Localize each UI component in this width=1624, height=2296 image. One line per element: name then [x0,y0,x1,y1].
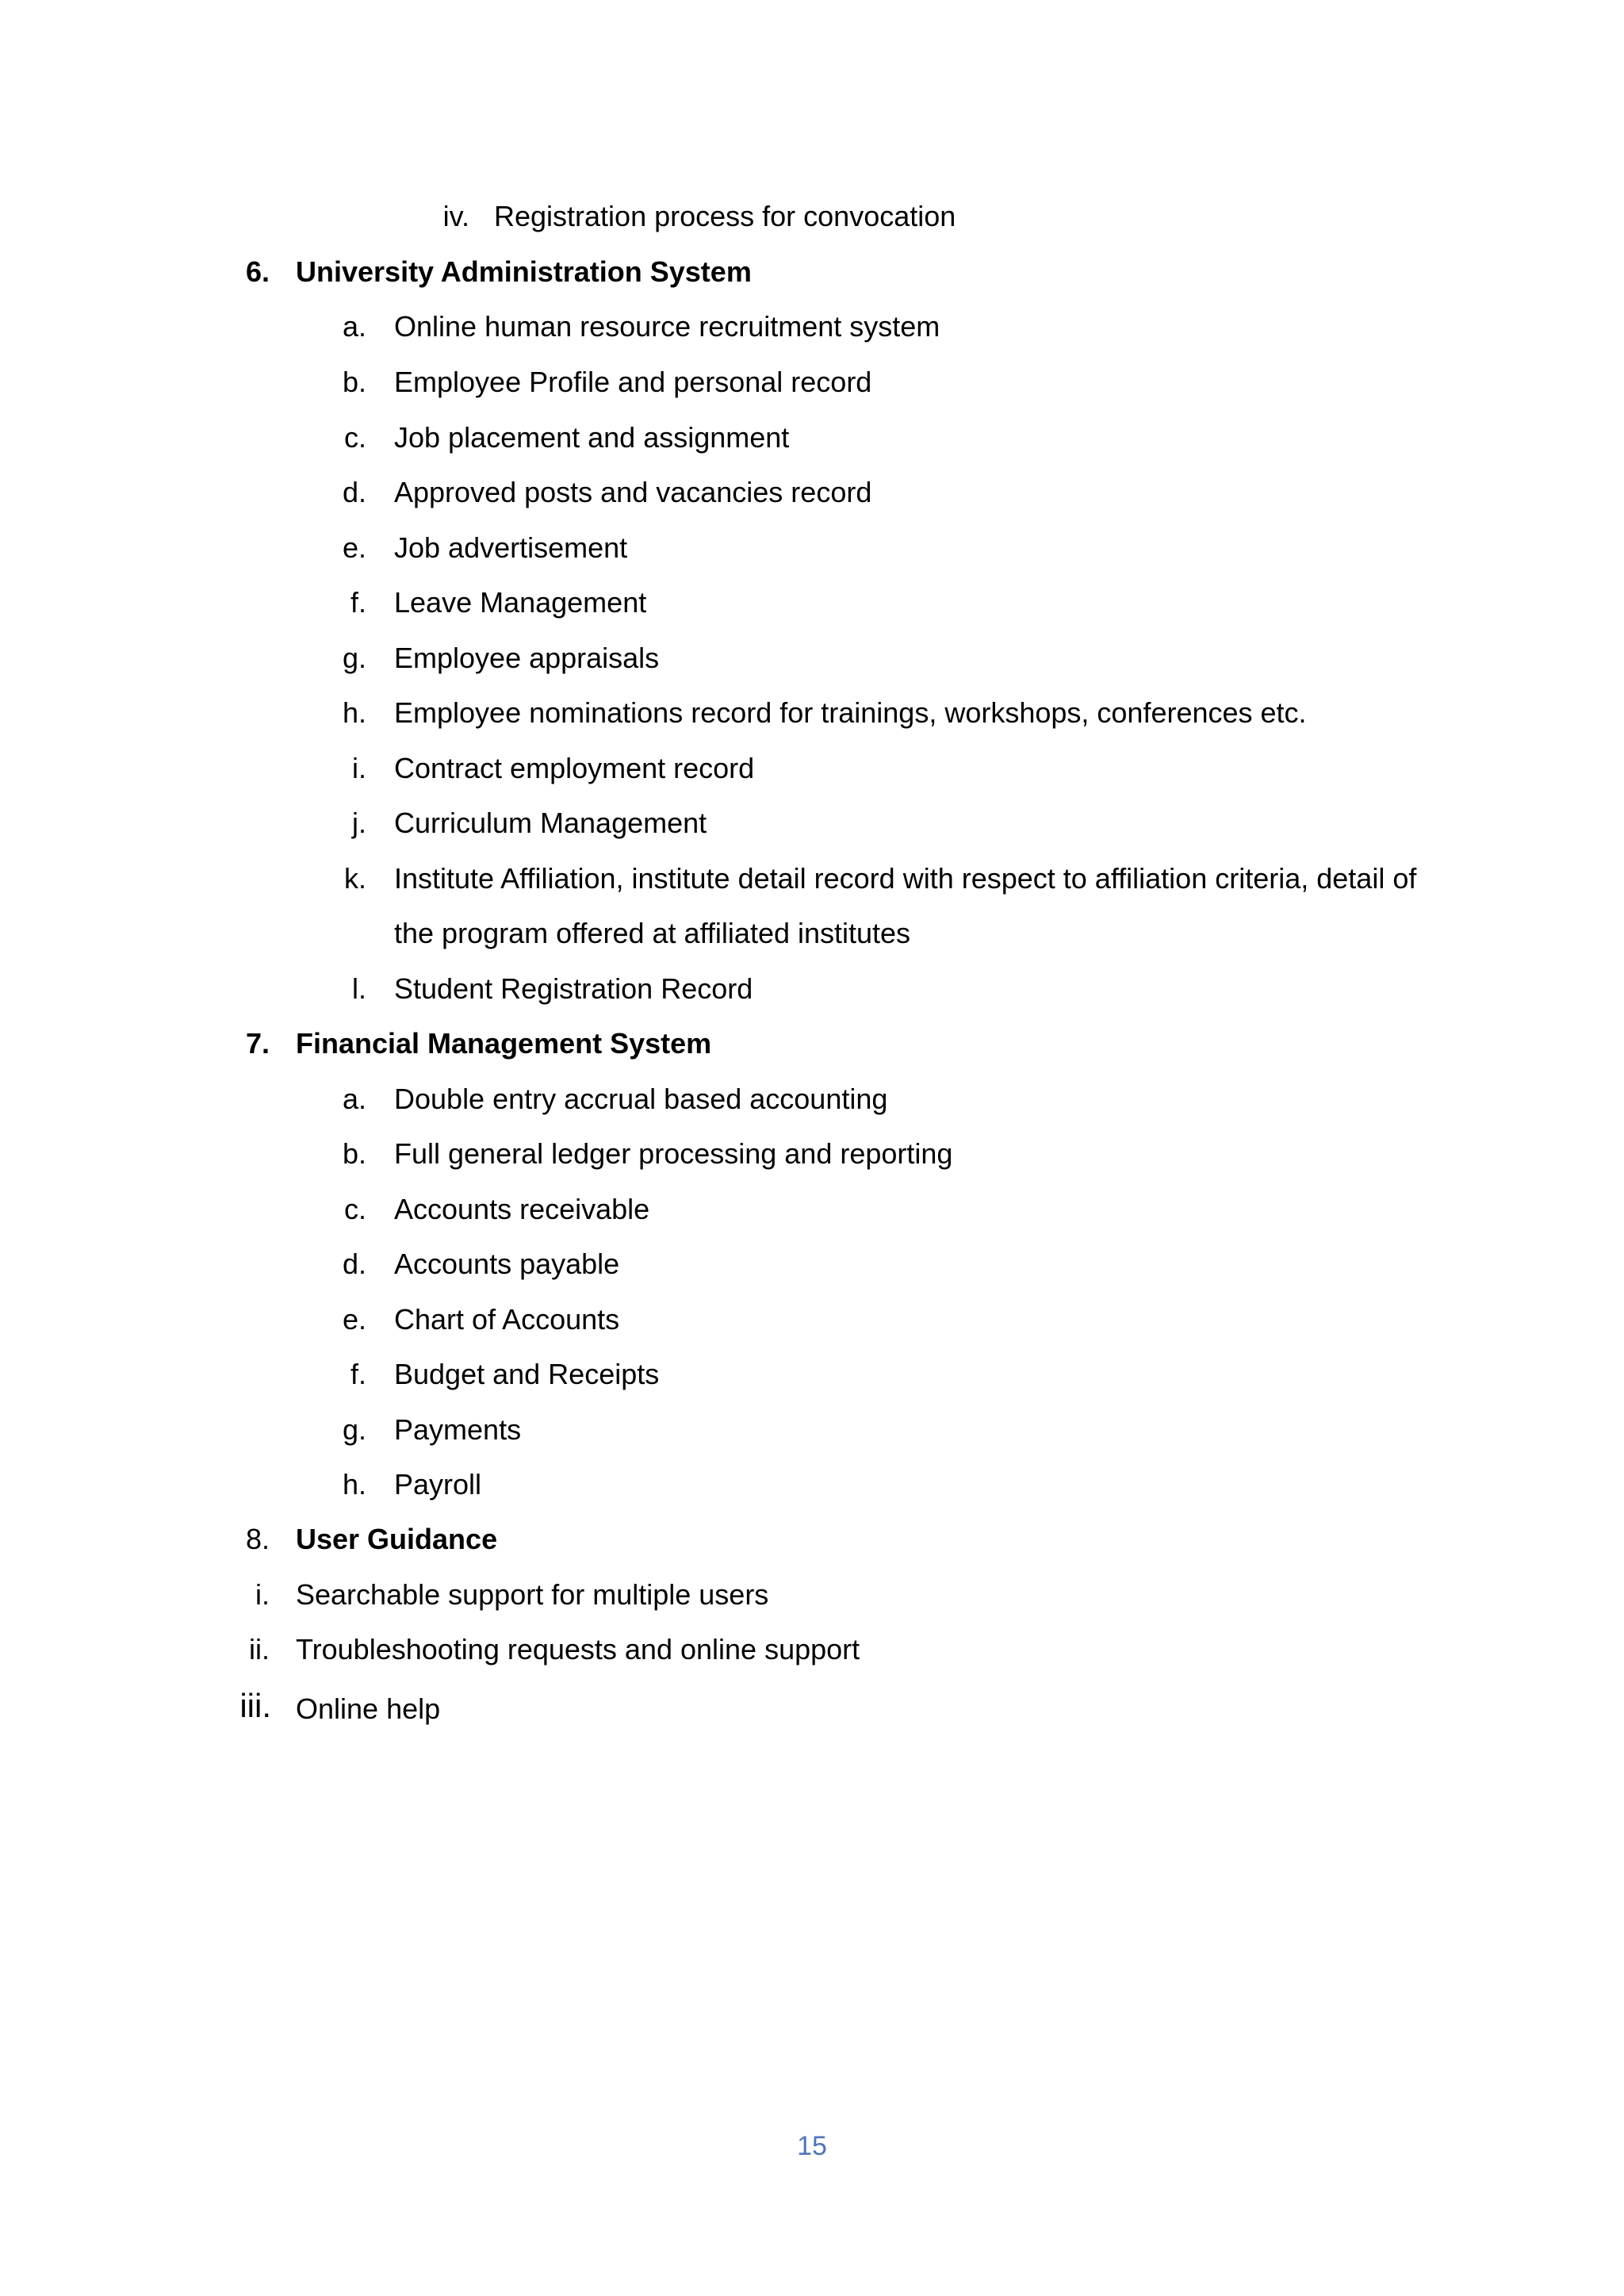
list-item-text: Payments [394,1413,522,1446]
list-item-text: Job placement and assignment [394,421,790,454]
list-marker: i. [352,752,366,784]
list-marker: k. [343,862,366,895]
list-item-text: Double entry accrual based accounting [394,1083,888,1115]
list-marker: d. [342,476,366,508]
list-item-text: Troubleshooting requests and online support [296,1633,860,1665]
list-marker: i. [255,1578,270,1611]
list-item-text: Employee nominations record for trainings, workshops, conferences etc. [394,696,1307,729]
section-title: University Administration System [296,255,752,288]
list-item-text: Payroll [394,1468,482,1501]
section-number: 6. [245,255,270,288]
list-item-text: Approved posts and vacancies record [394,476,872,508]
list-marker: h. [342,696,366,729]
list-item-text: Institute Affiliation, institute detail record with respect to affiliation criteria, detail of [394,862,1417,895]
list-marker: h. [342,1468,366,1501]
list-item-text: Chart of Accounts [394,1303,620,1336]
list-item-text: Contract employment record [394,752,755,784]
list-item-text: Leave Management [394,586,647,619]
list-item-text: Accounts payable [394,1248,620,1280]
list-marker: a. [342,310,366,343]
list-marker: b. [342,366,366,398]
list-item-text: Employee appraisals [394,642,660,674]
list-marker: j. [352,807,366,839]
list-marker: f. [350,1358,366,1390]
list-marker: f. [350,586,366,619]
list-marker: d. [342,1248,366,1280]
list-marker: c. [343,1193,366,1225]
list-marker: g. [342,1413,366,1446]
list-marker: c. [343,421,366,454]
list-marker: iii. [239,1687,271,1724]
list-item-text: Accounts receivable [394,1193,650,1225]
list-marker: ii. [249,1633,270,1665]
section-number: 8. [245,1523,270,1555]
list-item-text-continued: the program offered at affiliated institutes [394,917,911,949]
list-item-text: Searchable support for multiple users [296,1578,769,1611]
list-marker: l. [352,972,366,1005]
list-item-text: Job advertisement [394,531,628,564]
list-item-text: Registration process for convocation [494,200,956,232]
list-item-text: Online help [296,1692,441,1725]
list-item-text: Student Registration Record [394,972,753,1005]
list-item-text: Budget and Receipts [394,1358,660,1390]
section-number: 7. [245,1027,270,1060]
list-item-text: Curriculum Management [394,807,707,839]
list-marker: g. [342,642,366,674]
list-marker: e. [342,531,366,564]
list-item-text: Online human resource recruitment system [394,310,940,343]
page-number: 15 [797,2131,827,2161]
list-marker: b. [342,1137,366,1170]
section-title: User Guidance [296,1523,498,1555]
list-item-text: Full general ledger processing and reporting [394,1137,953,1170]
section-title: Financial Management System [296,1027,712,1060]
list-marker: iv. [442,200,469,232]
list-marker: e. [342,1303,366,1336]
list-item-text: Employee Profile and personal record [394,366,872,398]
list-marker: a. [342,1083,366,1115]
